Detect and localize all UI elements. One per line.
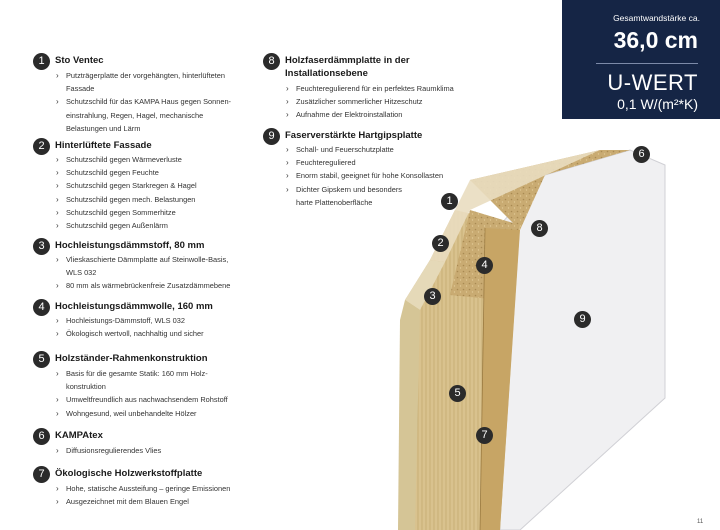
info-divider	[596, 63, 698, 64]
callout-5: 5	[449, 385, 466, 402]
section-title: KAMPAtex	[55, 430, 103, 441]
section-number: 9	[263, 128, 280, 145]
bullet: › Schutzschild gegen Außenlärm	[56, 219, 197, 232]
bullet: › Wohngesund, weil unbehandelte Hölzer	[56, 407, 228, 420]
section-title: Hochleistungsdämmstoff, 80 mm	[55, 240, 205, 251]
callout-9: 9	[574, 311, 591, 328]
section-title: Ökologische Holzwerkstoffplatte	[55, 468, 203, 479]
callout-7: 7	[476, 427, 493, 444]
section-number: 4	[33, 299, 50, 316]
bullet: › Hohe, statische Aussteifung – geringe Emissionen	[56, 482, 230, 495]
callout-8: 8	[531, 220, 548, 237]
thickness-value: 36,0 cm	[613, 27, 698, 53]
section-title: Sto Ventec	[55, 55, 104, 66]
section-number: 7	[33, 466, 50, 483]
bullet: › Feuchtereguliered	[286, 156, 443, 169]
callout-6: 6	[633, 146, 650, 163]
uvalue-value: 0,1 W/(m²*K)	[617, 96, 698, 112]
bullet: › Ökologisch wertvoll, nachhaltig und sicher	[56, 327, 204, 340]
section-number: 2	[33, 138, 50, 155]
callout-3: 3	[424, 288, 441, 305]
section-number: 6	[33, 428, 50, 445]
page-number: 11	[697, 519, 704, 525]
wall-info-box	[562, 0, 720, 119]
section-title: Hinterlüftete Fassade	[55, 140, 152, 151]
section-title: Faserverstärkte Hartgipsplatte	[285, 130, 423, 141]
section-number: 1	[33, 53, 50, 70]
section-title: Holzständer-Rahmenkonstruktion	[55, 353, 208, 364]
bullet: › Putzträgerplatte der vorgehängten, hinterlüfteten Fassade	[56, 69, 231, 95]
bullet: › Enorm stabil, geeignet für hohe Konsollasten	[286, 169, 443, 182]
bullet: › Schall- und Feuerschutzplatte	[286, 143, 443, 156]
section-title: Holzfaserdämmplatte in der	[285, 55, 410, 66]
callout-4: 4	[476, 257, 493, 274]
bullet: › Aufnahme der Elektroinstallation	[286, 108, 454, 121]
bullet: › Schutzschild gegen Wärmeverluste	[56, 153, 197, 166]
bullet: › Schutzschild für das KAMPA Haus gegen Sonnen- einstrahlung, Regen, Hagel, mechanische Belastungen und Lärm	[56, 95, 231, 135]
bullet: › Schutzschild gegen Starkregen & Hagel	[56, 179, 197, 192]
thickness-label: Gesamtwandstärke ca.	[613, 13, 700, 23]
bullet: › Vlieskaschierte Dämmplatte auf Steinwolle-Basis, WLS 032	[56, 253, 230, 279]
bullet: › 80 mm als wärmebrückenfreie Zusatzdämmebene	[56, 279, 230, 292]
bullet: › Umweltfreundlich aus nachwachsendem Rohstoff	[56, 393, 228, 406]
section-title-line2: Installationsebene	[285, 68, 368, 79]
bullet: › Diffusionsregulierendes Vlies	[56, 444, 161, 457]
uvalue-label: U-WERT	[607, 70, 698, 95]
bullet: › Zusätzlicher sommerlicher Hitzeschutz	[286, 95, 454, 108]
bullet: › Basis für die gesamte Statik: 160 mm Holz- konstruktion	[56, 367, 228, 393]
section-number: 3	[33, 238, 50, 255]
section-number: 8	[263, 53, 280, 70]
bullet: › Feuchteregulierend für ein perfektes Raumklima	[286, 82, 454, 95]
bullet: › Schutzschild gegen Sommerhitze	[56, 206, 197, 219]
bullet: › Hochleistungs-Dämmstoff, WLS 032	[56, 314, 204, 327]
bullet: › Ausgezeichnet mit dem Blauen Engel	[56, 495, 230, 508]
callout-2: 2	[432, 235, 449, 252]
bullet: › Dichter Gipskern und besonders harte Plattenoberfläche	[286, 183, 443, 209]
section-title: Hochleistungsdämmwolle, 160 mm	[55, 301, 213, 312]
bullet: › Schutzschild gegen Feuchte	[56, 166, 197, 179]
callout-1: 1	[441, 193, 458, 210]
bullet: › Schutzschild gegen mech. Belastungen	[56, 193, 197, 206]
section-number: 5	[33, 351, 50, 368]
